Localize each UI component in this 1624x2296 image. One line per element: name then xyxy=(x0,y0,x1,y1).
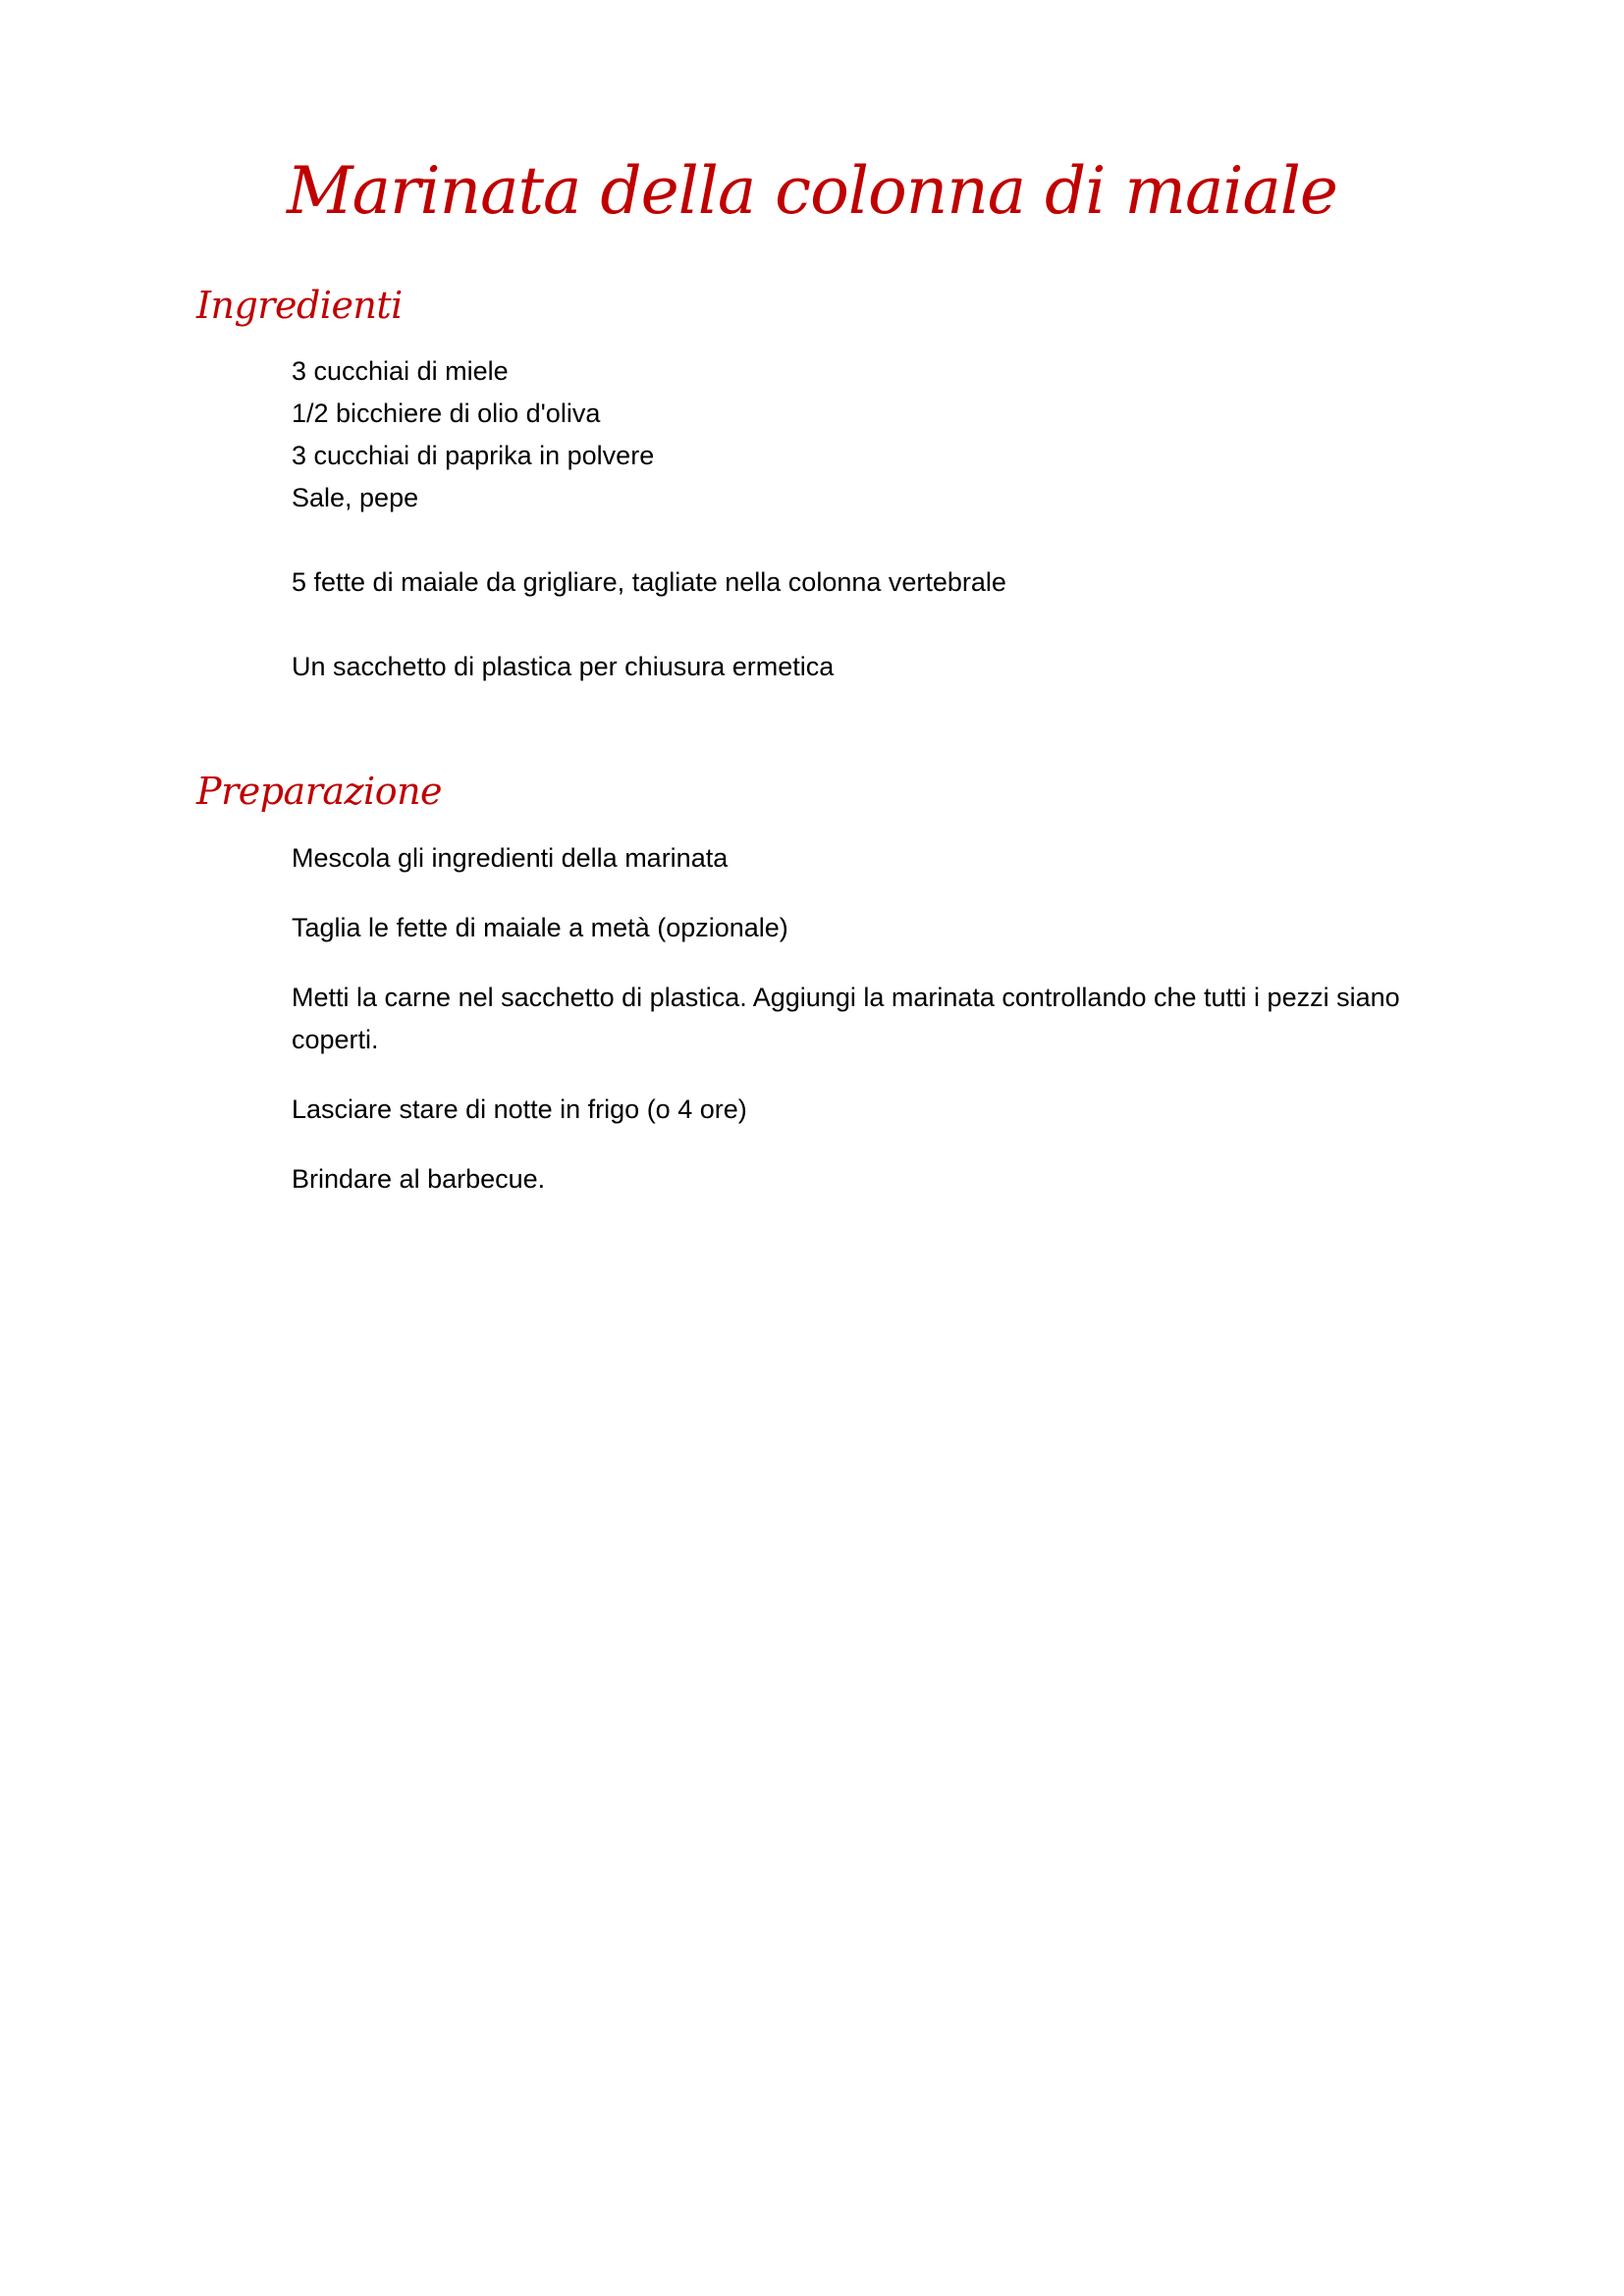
ingredient-item: Un sacchetto di plastica per chiusura ermetica xyxy=(292,652,835,681)
page-title: Marinata della colonna di maiale xyxy=(287,153,1337,229)
ingredient-item: 3 cucchiai di miele xyxy=(292,356,509,386)
ingredient-item: 5 fette di maiale da grigliare, tagliate nella colonna vertebrale xyxy=(292,567,1006,597)
preparation-step: Mescola gli ingredienti della marinata xyxy=(292,843,729,873)
preparation-step: Metti la carne nel sacchetto di plastica. Aggiungi la marinata controllando che tutti i pezzi siano coperti. xyxy=(292,983,1400,1054)
preparation-step: Brindare al barbecue. xyxy=(292,1164,546,1194)
ingredients-heading: Ingredienti xyxy=(196,284,403,327)
ingredient-item: 3 cucchiai di paprika in polvere xyxy=(292,441,655,470)
preparation-heading: Preparazione xyxy=(196,770,443,813)
preparation-step: Lasciare stare di notte in frigo (o 4 ore) xyxy=(292,1095,747,1124)
ingredient-item: Sale, pepe xyxy=(292,483,419,512)
ingredient-item: 1/2 bicchiere di olio d'oliva xyxy=(292,399,601,428)
preparation-step: Taglia le fette di maiale a metà (opzionale) xyxy=(292,913,788,942)
